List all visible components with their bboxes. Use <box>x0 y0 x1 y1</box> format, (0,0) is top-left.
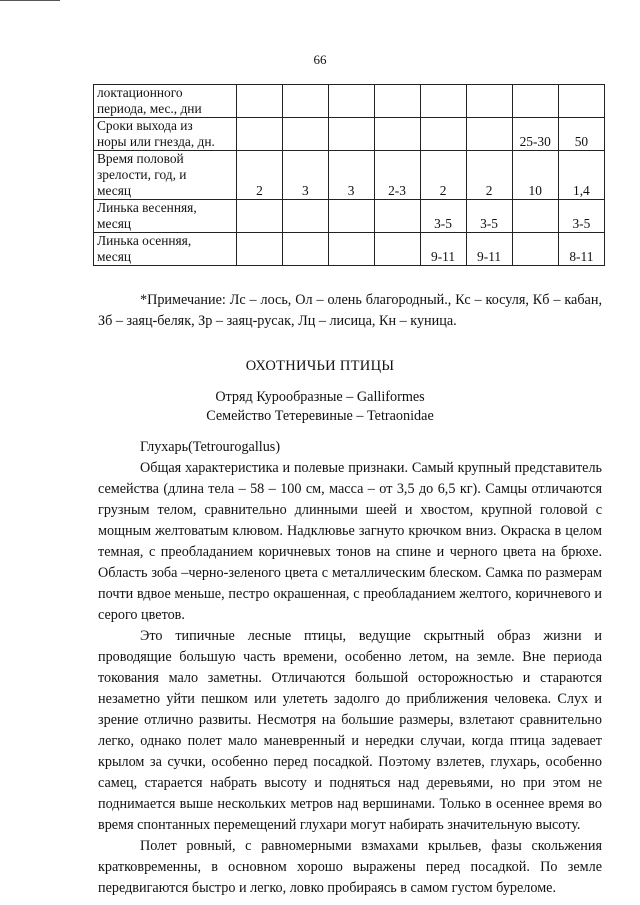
row-label <box>94 85 237 118</box>
table-cell <box>466 85 512 118</box>
row-label-line: норы или гнезда, дн. <box>97 134 215 149</box>
table-cell <box>374 118 420 151</box>
paragraph-general: Общая характеристика и полевые признаки. Самый крупный представитель семейства (длина тела – 58 – 100 см, масса – от 3,5 до 6,5 кг). Самцы отличаются грузным телом, сравнительно длинными шеей и хвостом, крупной головой с мощным желтоватым клювом. Надклювье загнуто крючком вниз. Окраска в целом темная, с преобладанием коричневых тонов на спине и черного цвета на брюхе. Область зоба –черно-зеленого цвета с металлическим блеском. Самка по размерам почти вдвое меньше, пестро окрашенная, с преобладанием желтого, коричневого и серого цветов. <box>98 460 602 623</box>
row-label-line: Линька весенняя, <box>97 200 197 215</box>
section-title: ОХОТНИЧЬИ ПТИЦЫ <box>245 358 395 374</box>
table-cell <box>328 233 374 266</box>
table-cell: 3 <box>282 151 328 200</box>
table-cell <box>328 200 374 233</box>
table-cell <box>282 200 328 233</box>
table-cell <box>282 85 328 118</box>
table-cell: 1,4 <box>558 151 604 200</box>
table-cell <box>374 200 420 233</box>
table-row <box>94 85 605 118</box>
table-cell <box>512 233 558 266</box>
table-cell <box>237 200 283 233</box>
row-label <box>94 118 237 151</box>
table-row <box>94 151 605 200</box>
row-label-line: периода, мес., дни <box>97 101 202 116</box>
table-body <box>94 85 605 266</box>
table-cell <box>328 85 374 118</box>
species-description <box>98 437 602 899</box>
row-label <box>94 233 237 266</box>
table-cell: 2 <box>466 151 512 200</box>
characteristics-table <box>93 84 605 266</box>
table-cell <box>558 85 604 118</box>
table-cell <box>374 85 420 118</box>
row-label-line: локтационного <box>97 85 183 100</box>
table-cell: 2-3 <box>374 151 420 200</box>
table-cell <box>512 200 558 233</box>
table-cell: 3-5 <box>558 200 604 233</box>
row-label-line: Сроки выхода из <box>97 118 193 133</box>
table-cell: 3-5 <box>420 200 466 233</box>
table-cell <box>466 118 512 151</box>
row-label-line: месяц <box>97 183 132 198</box>
species-heading: Глухарь(Tetrourogallus) <box>140 439 281 455</box>
table-cell <box>282 118 328 151</box>
table-row <box>94 118 605 151</box>
table-footnote: *Примечание: Лс – лось, Ол – олень благородный., Кс – косуля, Кб – кабан, Зб – заяц-беляк, Зр – заяц-русак, Лц – лисица, Кн – куница. <box>98 292 602 329</box>
table-cell <box>237 233 283 266</box>
table-cell <box>282 233 328 266</box>
table-cell: 50 <box>558 118 604 151</box>
table-cell: 8-11 <box>558 233 604 266</box>
row-label-line: Время половой <box>97 151 184 166</box>
table-cell: 2 <box>420 151 466 200</box>
row-label <box>94 151 237 200</box>
table-cell: 2 <box>237 151 283 200</box>
table-cell <box>237 85 283 118</box>
row-label-line: Линька осенняя, <box>97 233 192 248</box>
table-cell <box>237 118 283 151</box>
row-label <box>94 200 237 233</box>
page-number: 66 <box>313 52 327 67</box>
row-label-line: месяц <box>97 249 132 264</box>
table-cell <box>374 233 420 266</box>
table-cell <box>420 118 466 151</box>
paragraph-behaviour: Это типичные лесные птицы, ведущие скрытный образ жизни и проводящие большую часть времени, особенно летом, на земле. Вне периода токования мало заметны. Отличаются большой осторожностью и стараются незаметно уйти пешком или улететь задолго до приближения человека. Слух и зрение отлично развиты. Несмотря на большие размеры, взлетают сравнительно легко, однако полет мало маневренный и нередки случаи, когда птица задевает крылом за сучки, особенно перед посадкой. Поэтому взлетев, глухарь, особенно самец, старается набрать высоту и подняться над деревьями, но при этом не поднимается выше нескольких метров над вершинами. Только в осеннее время во время спонтанных перемещений глухари могут набирать значительную высоту. <box>98 628 602 833</box>
table-cell: 10 <box>512 151 558 200</box>
taxonomy-heading <box>0 388 640 426</box>
table-cell: 25-30 <box>512 118 558 151</box>
table-cell: 9-11 <box>466 233 512 266</box>
table-row <box>94 233 605 266</box>
family-line: Семейство Тетеревиные – Tetraonidae <box>206 408 434 424</box>
row-label-line: месяц <box>97 216 132 231</box>
paragraph-flight: Полет ровный, с равномерными взмахами крыльев, фазы скольжения кратковременны, в основном хорошо выражены перед посадкой. По земле передвигаются быстро и легко, ловко пробираясь в самом густом буреломе. <box>98 838 602 896</box>
header-rule <box>0 0 60 1</box>
order-line: Отряд Курообразные – Galliformes <box>215 389 425 405</box>
table-cell <box>328 118 374 151</box>
table-cell <box>512 85 558 118</box>
row-label-line: зрелости, год, и <box>97 167 187 182</box>
table-cell: 3 <box>328 151 374 200</box>
table-cell: 9-11 <box>420 233 466 266</box>
table-row <box>94 200 605 233</box>
table-cell: 3-5 <box>466 200 512 233</box>
table-cell <box>420 85 466 118</box>
